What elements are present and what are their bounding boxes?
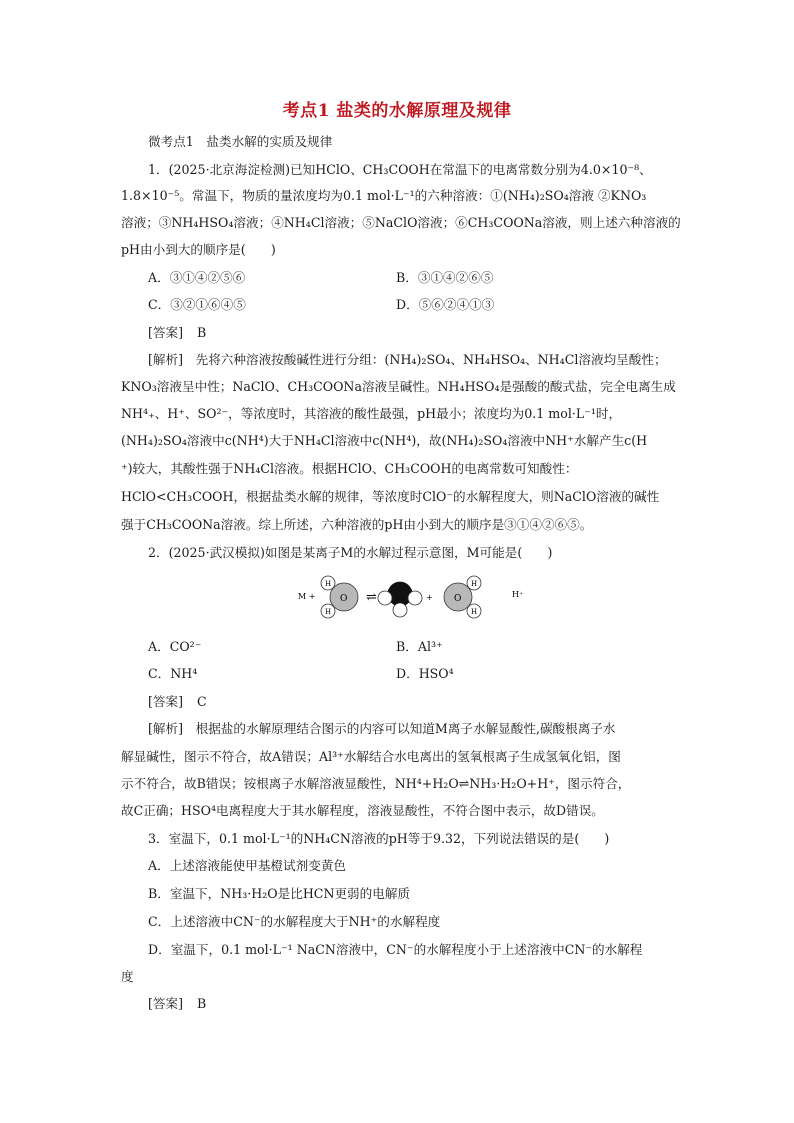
q1-option-a: A．③①④②⑤⑥ — [148, 270, 246, 285]
q2-answer — [148, 694, 207, 710]
hydrogen-atom-m-left — [378, 591, 392, 605]
q1-analysis-line-2: KNO₃溶液呈中性；NaClO、CH₃COONa溶液呈碱性。NH₄HSO₄是强酸的酸式盐，完全电离生成 — [121, 379, 676, 394]
q1-analysis-line-7: 强于CH₃COONa溶液。综上所述，六种溶液的pH由小到大的顺序是③①④②⑥⑤。 — [121, 517, 593, 532]
q1-option-d: D．⑤⑥②④①③ — [396, 297, 495, 312]
q1-stem-line-4: pH由小到大的顺序是( ) — [121, 242, 276, 257]
hydrolysis-diagram — [290, 570, 530, 630]
q2-analysis-line-2: 解显碱性，图示不符合，故A错误；Al³⁺水解结合水电离出的氢氧根离子生成氢氧化铝，图 — [121, 749, 621, 764]
q1-answer — [148, 325, 206, 341]
q2-analysis-line-3: 示不符合，故B错误；铵根离子水解溶液显酸性，NH⁴+H₂O⇌NH₃·H₂O+H⁺，图示符合， — [121, 776, 631, 791]
hydrogen-label-1b: H — [325, 608, 332, 616]
q1-analysis-line-3: NH⁴₊、H⁺、SO²⁻，等浓度时，其溶液的酸性最强，pH最小；浓度均为0.1 mol·L⁻¹时， — [121, 406, 622, 421]
q2-option-d: D．HSO⁴ — [396, 666, 454, 681]
q2-option-a: A．CO²⁻ — [148, 639, 202, 654]
m-atom — [388, 582, 412, 606]
diagram-h-plus: H⁺ — [512, 590, 524, 599]
q1-analysis-line-6: HClO<CH₃COOH，根据盐类水解的规律，等浓度时ClO⁻的水解程度大，则NaClO溶液的碱性 — [121, 489, 660, 504]
diagram-plus: + — [426, 593, 433, 602]
hydrogen-atom-m-right — [408, 591, 422, 605]
q1-option-c: C．③②①⑥④⑤ — [148, 297, 246, 312]
q1-option-b: B．③①④②⑥⑤ — [396, 270, 494, 285]
section-subtitle: 微考点1 盐类水解的实质及规律 — [148, 134, 333, 149]
oxygen-label-2: O — [454, 594, 462, 604]
q1-answer-value: B — [197, 325, 207, 340]
q2-analysis-line-1: [解析] 根据盐的水解原理结合图示的内容可以知道M离子水解显酸性,碳酸根离子水 — [148, 721, 616, 736]
q3-option-c: C．上述溶液中CN⁻的水解程度大于NH⁺的水解程度 — [148, 914, 441, 929]
equilibrium-arrow: ⇌ — [366, 590, 377, 605]
hydrogen-atom-m-bottom — [393, 603, 407, 617]
oxygen-label-1: O — [340, 594, 348, 604]
q3-stem: 3．室温下，0.1 mol·L⁻¹的NH₄CN溶液的pH等于9.32，下列说法错误的是( ) — [148, 831, 610, 846]
q3-option-d-line-1: D．室温下，0.1 mol·L⁻¹ NaCN溶液中，CN⁻的水解程度小于上述溶液中CN⁻的水解程 — [148, 942, 643, 957]
hydrogen-label-2a: H — [471, 580, 478, 588]
q3-answer-label: [答案] — [148, 996, 184, 1011]
q1-analysis-line-1: [解析] 先将六种溶液按酸碱性进行分组：(NH₄)₂SO₄、NH₄HSO₄、NH₄Cl溶液均呈酸性； — [148, 352, 667, 367]
q1-stem-line-1: 1．(2025·北京海淀检测)已知HClO、CH₃COOH在常温下的电离常数分别为4.0×10⁻⁸、 — [148, 162, 652, 177]
q2-analysis-line-4: 故C正确；HSO⁴电离程度大于其水解程度，溶液显酸性，不符合图中表示，故D错误。 — [121, 803, 604, 818]
q2-option-b: B．Al³⁺ — [396, 639, 443, 654]
q2-stem: 2．(2025·武汉模拟)如图是某离子M的水解过程示意图，M可能是( ) — [148, 545, 553, 560]
q2-answer-label: [答案] — [148, 694, 184, 709]
q3-answer — [148, 996, 206, 1012]
q3-option-b: B．室温下，NH₃·H₂O是比HCN更弱的电解质 — [148, 886, 411, 901]
diagram-m-label: M + — [298, 592, 316, 601]
page-title: 考点1 盐类的水解原理及规律 — [282, 101, 512, 121]
q2-option-c: C．NH⁴ — [148, 666, 198, 681]
q3-option-d-line-2: 度 — [121, 969, 134, 984]
q1-stem-line-3: 溶液；③NH₄HSO₄溶液；④NH₄Cl溶液；⑤NaClO溶液；⑥CH₃COONa溶液，则上述六种溶液的 — [121, 215, 681, 230]
q1-analysis-line-5: ⁺)较大，其酸性强于NH₄Cl溶液。根据HClO、CH₃COOH的电离常数可知酸性： — [121, 461, 578, 476]
q3-option-a: A．上述溶液能使甲基橙试剂变黄色 — [148, 858, 347, 873]
hydrogen-label-1a: H — [325, 580, 332, 588]
q1-stem-line-2: 1.8×10⁻⁵。常温下，物质的量浓度均为0.1 mol·L⁻¹的六种溶液：①(NH₄)₂SO₄溶液 ②KNO₃ — [121, 188, 647, 203]
hydrogen-label-2b: H — [471, 608, 478, 616]
q1-answer-label: [答案] — [148, 325, 184, 340]
q1-analysis-line-4: (NH₄)₂SO₄溶液中c(NH⁴)大于NH₄Cl溶液中c(NH⁴)，故(NH₄)₂SO₄溶液中NH⁺水解产生c(H — [121, 433, 648, 448]
q3-answer-value: B — [197, 996, 207, 1011]
q2-answer-value: C — [197, 694, 207, 709]
